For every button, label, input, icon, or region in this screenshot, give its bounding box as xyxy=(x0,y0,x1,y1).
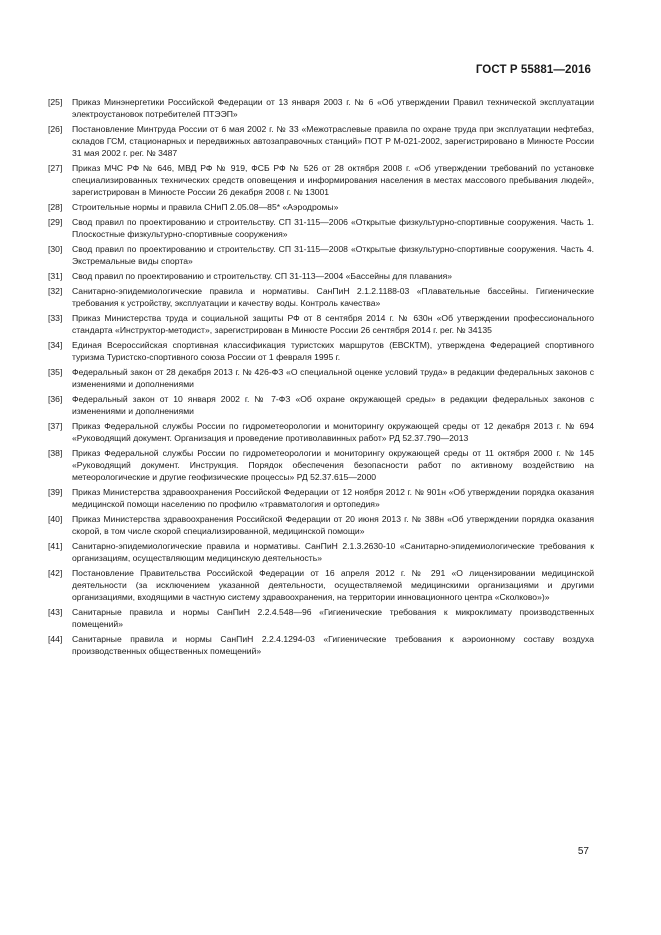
reference-number: [35] xyxy=(48,367,63,377)
reference-item xyxy=(48,447,594,483)
reference-number: [43] xyxy=(48,607,63,617)
reference-text: Приказ Федеральной службы России по гидрометеорологии и мониторингу окружающей среды от 11 октября 2000 г. № 145 «Руководящий документ. Инструкция. Порядок обеспечения безопасности работ по активному воздействию на метеорологические и другие геофизические процессы» РД 52.37.615—2000 xyxy=(72,448,594,482)
reference-text: Приказ Министерства здравоохранения Российской Федерации от 12 ноября 2012 г. № 901н «Об утверждении порядка оказания медицинской помощи населению по профилю «травматология и ортопедия» xyxy=(72,487,594,509)
page-number: 57 xyxy=(577,846,589,857)
reference-item xyxy=(48,366,594,390)
reference-number: [33] xyxy=(48,313,63,323)
reference-number: [25] xyxy=(48,97,63,107)
reference-text: Приказ Федеральной службы России по гидрометеорологии и мониторингу окружающей среды от 12 декабря 2013 г. № 694 «Руководящий документ. Организация и проведение противолавинных работ» РД 52.37.790—2013 xyxy=(72,421,594,443)
reference-item xyxy=(48,201,594,213)
reference-text: Единая Всероссийская спортивная классификация туристских маршрутов (ЕВСКТМ), утверждена Федерацией спортивного туризма Туристско-спортивного союза России от 1 февраля 1995 г. xyxy=(72,340,594,362)
reference-item xyxy=(48,513,594,537)
reference-item xyxy=(48,339,594,363)
reference-item xyxy=(48,216,594,240)
references-list xyxy=(48,96,594,660)
reference-text: Санитарные правила и нормы СанПиН 2.2.4.1294-03 «Гигиенические требования к аэроионному составу воздуха производственных общественных помещений» xyxy=(72,634,594,656)
reference-number: [32] xyxy=(48,286,63,296)
reference-number: [34] xyxy=(48,340,63,350)
reference-item xyxy=(48,486,594,510)
reference-item xyxy=(48,243,594,267)
reference-text: Приказ Министерства труда и социальной защиты РФ от 8 сентября 2014 г. № 630н «Об утверждении профессионального стандарта «Инструктор-методист», зарегистрирован в Минюсте России 26 сентября 2014 г. рег. № 34135 xyxy=(72,313,594,335)
reference-number: [37] xyxy=(48,421,63,431)
reference-text: Приказ Минэнергетики Российской Федерации от 13 января 2003 г. № 6 «Об утверждении Правил технической эксплуатации электроустановок потребителей ПТЭЭП» xyxy=(72,97,594,119)
reference-item xyxy=(48,162,594,198)
reference-number: [44] xyxy=(48,634,63,644)
reference-number: [28] xyxy=(48,202,63,212)
reference-number: [27] xyxy=(48,163,63,173)
document-header: ГОСТ Р 55881—2016 xyxy=(475,64,591,76)
reference-item xyxy=(48,285,594,309)
reference-item xyxy=(48,540,594,564)
reference-text: Санитарно-эпидемиологические правила и нормативы. СанПиН 2.1.3.2630-10 «Санитарно-эпидемиологические требования к организациям, осуществляющим медицинскую деятельность» xyxy=(72,541,594,563)
reference-text: Санитарно-эпидемиологические правила и нормативы. СанПиН 2.1.2.1188-03 «Плавательные бассейны. Гигиенические требования к устройству, эксплуатации и качеству воды. Контроль качества» xyxy=(72,286,594,308)
reference-item xyxy=(48,270,594,282)
reference-number: [40] xyxy=(48,514,63,524)
reference-text: Санитарные правила и нормы СанПиН 2.2.4.548—96 «Гигиенические требования к микроклимату производственных помещений» xyxy=(72,607,594,629)
reference-number: [29] xyxy=(48,217,63,227)
reference-text: Федеральный закон от 28 декабря 2013 г. № 426-ФЗ «О специальной оценке условий труда» в редакции федеральных законов с изменениями и дополнениями xyxy=(72,367,594,389)
reference-text: Свод правил по проектированию и строительству. СП 31-115—2006 «Открытые физкультурно-спортивные сооружения. Часть 1. Плоскостные физкультурно-спортивные сооружения» xyxy=(72,217,594,239)
reference-item xyxy=(48,96,594,120)
reference-item xyxy=(48,606,594,630)
reference-text: Федеральный закон от 10 января 2002 г. № 7-ФЗ «Об охране окружающей среды» в редакции федеральных законов с изменениями и дополнениями xyxy=(72,394,594,416)
reference-item xyxy=(48,420,594,444)
reference-item xyxy=(48,393,594,417)
reference-text: Свод правил по проектированию и строительству. СП 31-115—2008 «Открытые физкультурно-спортивные сооружения. Часть 4. Экстремальные виды спорта» xyxy=(72,244,594,266)
reference-item xyxy=(48,312,594,336)
reference-text: Постановление Правительства Российской Федерации от 16 апреля 2012 г. № 291 «О лицензировании медицинской деятельности (за исключением указанной деятельности, осуществляемой медицинскими организациями и другими организациями, входящими в частную систему здравоохранения, на территории инновационного центра «Сколково»)» xyxy=(72,568,594,602)
reference-number: [26] xyxy=(48,124,63,134)
reference-text: Строительные нормы и правила СНиП 2.05.08—85* «Аэродромы» xyxy=(72,202,339,212)
reference-text: Постановление Минтруда России от 6 мая 2002 г. № 33 «Межотраслевые правила по охране труда при эксплуатации нефтебаз, складов ГСМ, стационарных и передвижных автозаправочных станций» ПОТ Р М-021-2002, зарегистрировано в Минюсте России 31 мая 2002 г. рег. № 3487 xyxy=(72,124,594,158)
reference-text: Приказ МЧС РФ № 646, МВД РФ № 919, ФСБ РФ № 526 от 28 октября 2008 г. «Об утверждении требований по установке специализированных технических средств оповещения и информирования населения в местах массового пребывания людей», зарегистрирован в Минюсте России 26 декабря 2008 г. № 13001 xyxy=(72,163,594,197)
reference-number: [39] xyxy=(48,487,63,497)
reference-item xyxy=(48,633,594,657)
reference-text: Приказ Министерства здравоохранения Российской Федерации от 20 июня 2013 г. № 388н «Об утверждении порядка оказания скорой, в том числе скорой специализированной, медицинской помощи» xyxy=(72,514,594,536)
reference-item xyxy=(48,567,594,603)
reference-number: [41] xyxy=(48,541,63,551)
reference-number: [42] xyxy=(48,568,63,578)
reference-number: [36] xyxy=(48,394,63,404)
reference-number: [38] xyxy=(48,448,63,458)
reference-number: [31] xyxy=(48,271,63,281)
reference-number: [30] xyxy=(48,244,63,254)
reference-text: Свод правил по проектированию и строительству. СП 31-113—2004 «Бассейны для плавания» xyxy=(72,271,453,281)
reference-item xyxy=(48,123,594,159)
